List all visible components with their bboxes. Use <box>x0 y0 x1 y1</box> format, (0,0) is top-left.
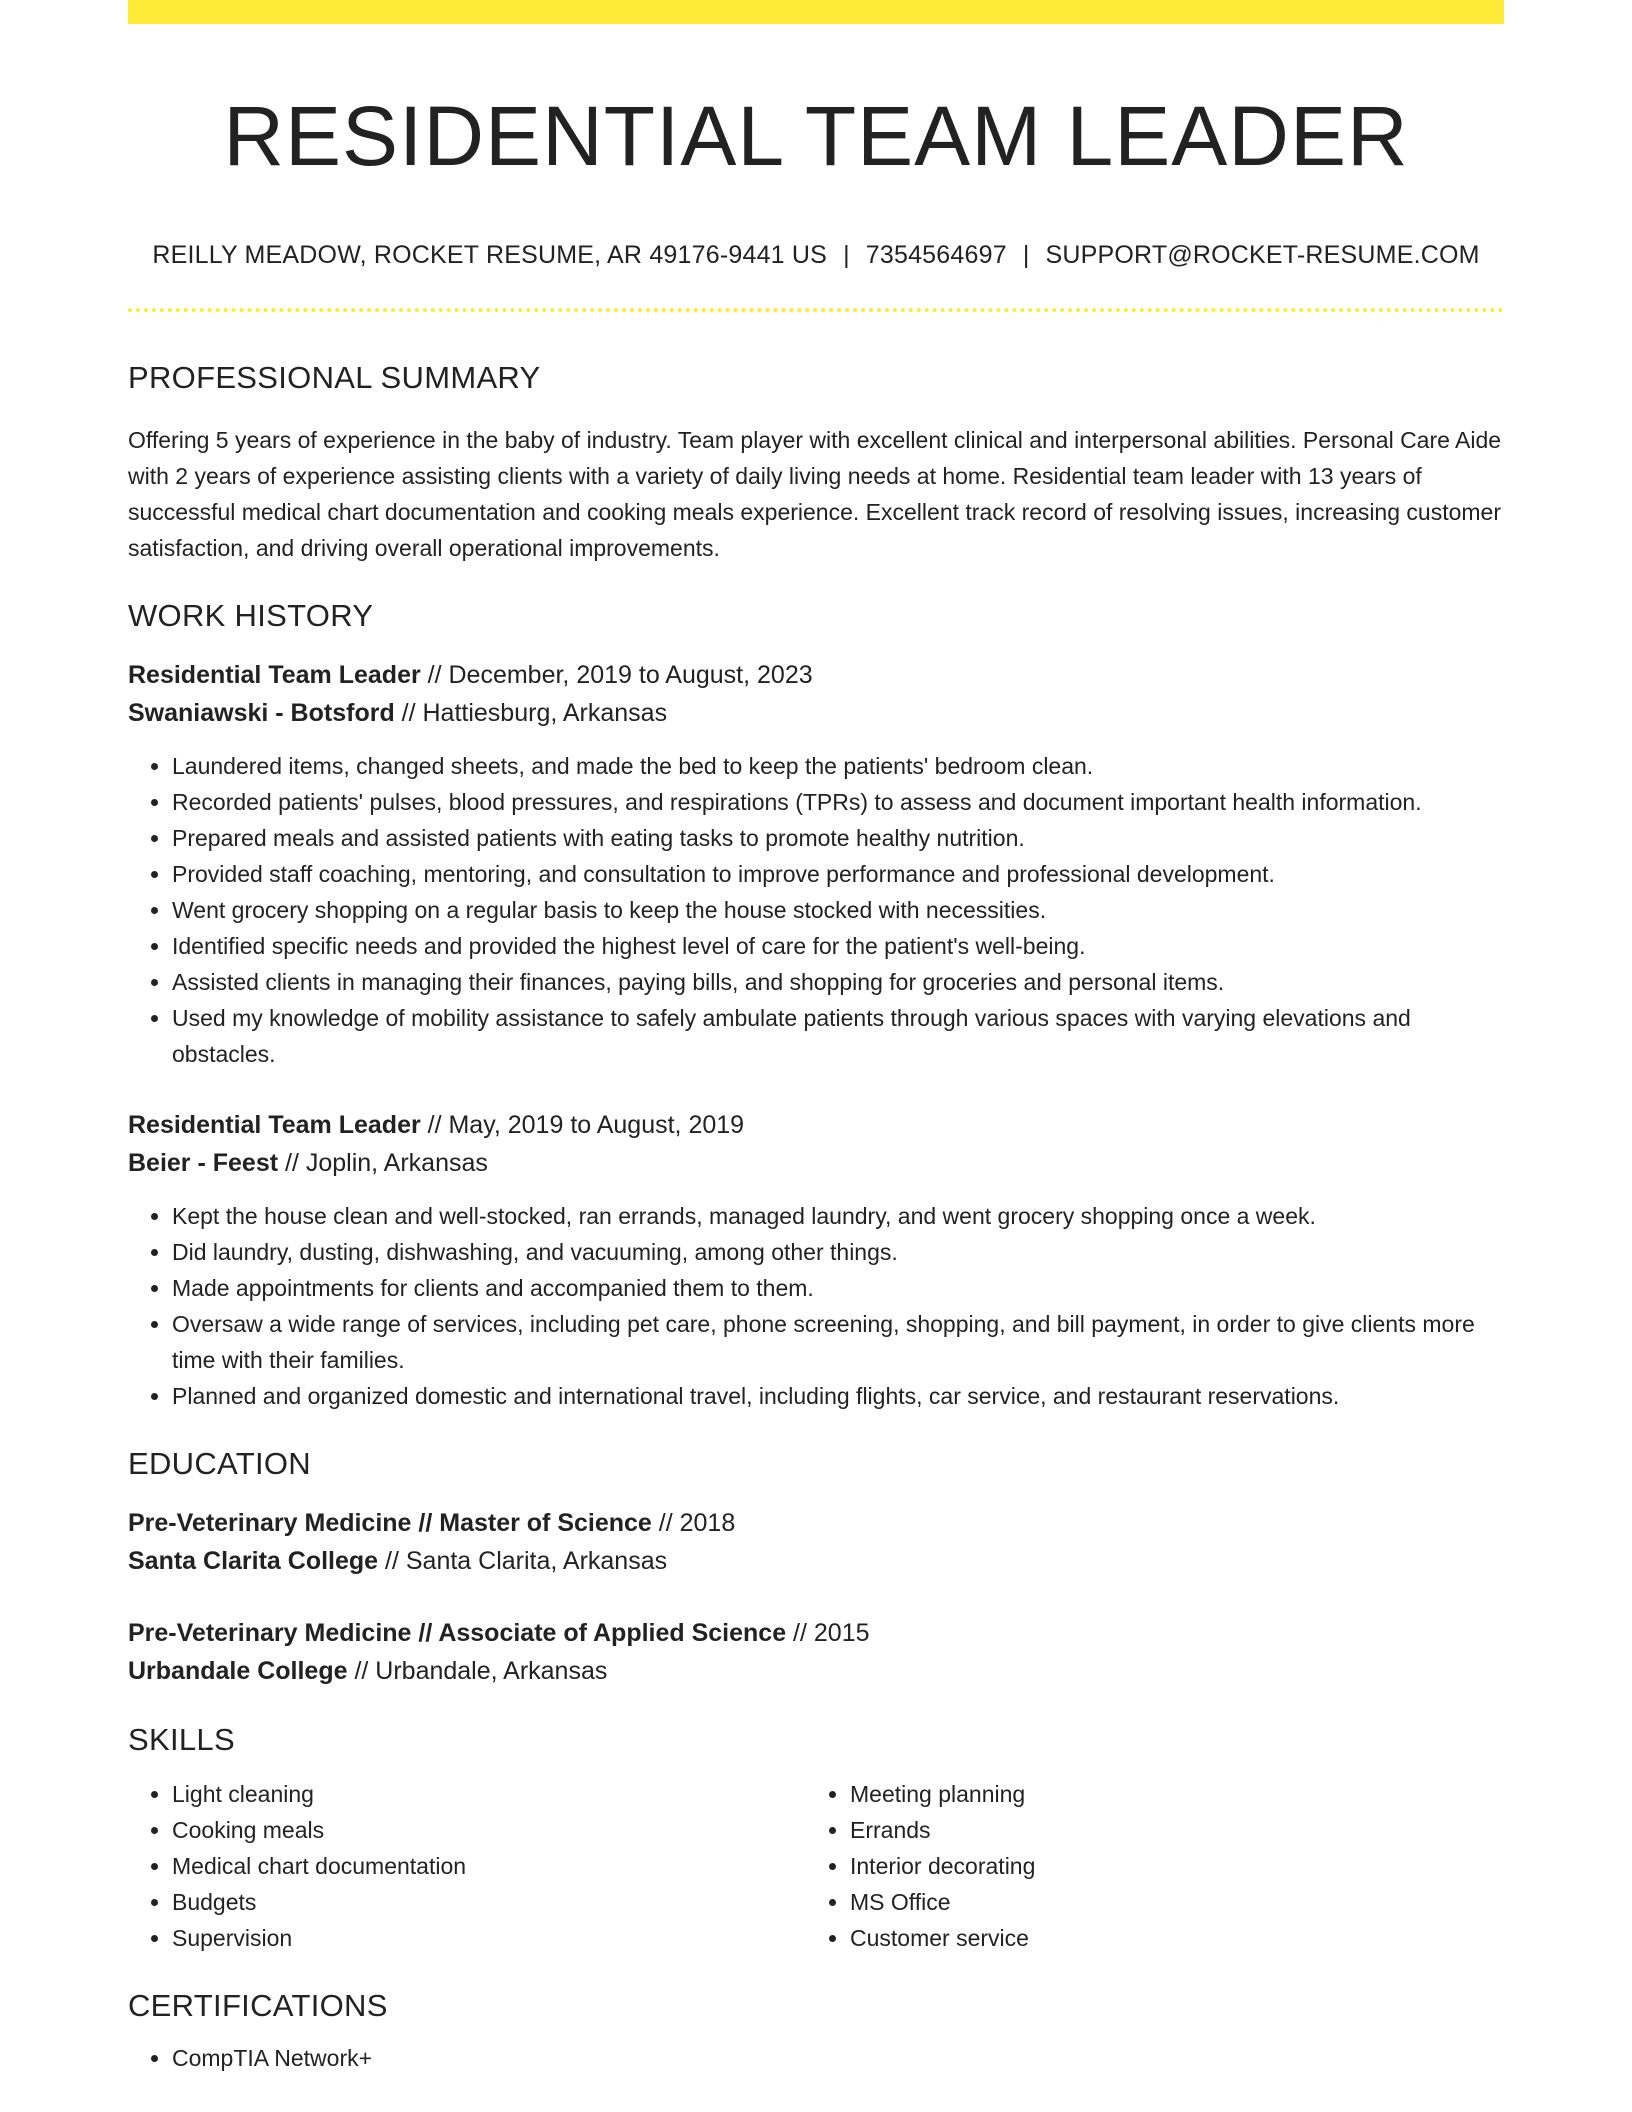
skills-columns <box>128 1776 1504 1956</box>
job-company-line <box>128 694 1504 732</box>
list-item: • Assisted clients in managing their finances, paying bills, and shopping for groceries and personal items. <box>172 964 1504 1000</box>
education-entry <box>128 1504 1504 1580</box>
list-item: • Planned and organized domestic and international travel, including flights, car service, and restaurant reservations. <box>172 1378 1504 1414</box>
list-item: • Used my knowledge of mobility assistance to safely ambulate patients through various spaces with varying elevations and obstacles. <box>172 1000 1504 1072</box>
skills-heading: SKILLS <box>128 1722 235 1757</box>
top-accent-bar <box>128 0 1504 24</box>
list-item: • Made appointments for clients and accompanied them to them. <box>172 1270 1504 1306</box>
job-location: // Joplin, Arkansas <box>278 1149 488 1177</box>
resume-page <box>128 0 1504 2076</box>
job-bullets <box>128 748 1504 1072</box>
list-item: • Went grocery shopping on a regular basis to keep the house stocked with necessities. <box>172 892 1504 928</box>
job-title: Residential Team Leader <box>128 1111 421 1139</box>
list-item: • Supervision <box>172 1920 806 1956</box>
resume-title: RESIDENTIAL TEAM LEADER <box>223 89 1409 183</box>
contact-separator: | <box>1022 241 1030 269</box>
job-title-line <box>128 1106 1504 1144</box>
list-item: • CompTIA Network+ <box>172 2040 1504 2076</box>
job-title-line <box>128 656 1504 694</box>
contact-line <box>128 238 1504 272</box>
contact-email: SUPPORT@ROCKET-RESUME.COM <box>1045 241 1480 269</box>
degree-line <box>128 1504 1504 1542</box>
list-item: • Light cleaning <box>172 1776 806 1812</box>
contact-separator: | <box>843 241 850 269</box>
job-company: Beier - Feest <box>128 1149 279 1177</box>
list-item: • MS Office <box>850 1884 1484 1920</box>
list-item: • Customer service <box>850 1920 1484 1956</box>
summary-text: Offering 5 years of experience in the baby of industry. Team player with excellent clinical and interpersonal abilities. Personal Care Aide with 2 years of experience assisting clients with a variety of daily living needs at home. Residential team leader with 13 years of successful medical chart documentation and cooking meals experience. Excellent track record of resolving issues, increasing customer satisfaction, and driving overall operational improvements. <box>128 427 1502 561</box>
list-item: • Medical chart documentation <box>172 1848 806 1884</box>
certifications-list <box>128 2040 1504 2076</box>
degree: Pre-Veterinary Medicine // Master of Science <box>128 1509 652 1537</box>
degree: Pre-Veterinary Medicine // Associate of Applied Science <box>128 1619 787 1647</box>
job-bullets <box>128 1198 1504 1414</box>
school: Santa Clarita College <box>128 1547 379 1575</box>
job-title: Residential Team Leader <box>128 661 421 689</box>
job-location: // Hattiesburg, Arkansas <box>394 699 668 727</box>
job-dates: // December, 2019 to August, 2023 <box>420 661 813 689</box>
certifications-heading: CERTIFICATIONS <box>128 1988 388 2023</box>
list-item: • Meeting planning <box>850 1776 1484 1812</box>
school-location: // Urbandale, Arkansas <box>347 1657 608 1685</box>
school-location: // Santa Clarita, Arkansas <box>378 1547 668 1575</box>
list-item: • Oversaw a wide range of services, including pet care, phone screening, shopping, and bill payment, in order to give clients more time with their families. <box>172 1306 1504 1378</box>
job-company: Swaniawski - Botsford <box>128 699 395 727</box>
list-item: • Provided staff coaching, mentoring, and consultation to improve performance and professional development. <box>172 856 1504 892</box>
skills-right-column <box>806 1776 1484 1956</box>
degree-year: // 2015 <box>786 1619 870 1647</box>
education-entry <box>128 1614 1504 1690</box>
list-item: • Prepared meals and assisted patients with eating tasks to promote healthy nutrition. <box>172 820 1504 856</box>
job-entry <box>128 656 1504 1072</box>
list-item: • Laundered items, changed sheets, and made the bed to keep the patients' bedroom clean. <box>172 748 1504 784</box>
education-heading: EDUCATION <box>128 1446 311 1481</box>
list-item: • Did laundry, dusting, dishwashing, and vacuuming, among other things. <box>172 1234 1504 1270</box>
list-item: • Errands <box>850 1812 1484 1848</box>
work-history-heading: WORK HISTORY <box>128 598 374 633</box>
degree-line <box>128 1614 1504 1652</box>
header-divider <box>128 308 1504 312</box>
list-item: • Interior decorating <box>850 1848 1484 1884</box>
school-line <box>128 1542 1504 1580</box>
list-item: • Recorded patients' pulses, blood pressures, and respirations (TPRs) to assess and document important health information. <box>172 784 1504 820</box>
list-item: • Budgets <box>172 1884 806 1920</box>
school-line <box>128 1652 1504 1690</box>
list-item: • Identified specific needs and provided the highest level of care for the patient's well-being. <box>172 928 1504 964</box>
summary-heading: PROFESSIONAL SUMMARY <box>128 360 541 395</box>
skills-left-column <box>128 1776 806 1956</box>
list-item: • Cooking meals <box>172 1812 806 1848</box>
job-entry <box>128 1106 1504 1414</box>
contact-address: REILLY MEADOW, ROCKET RESUME, AR 49176-9441 US <box>152 241 828 269</box>
job-dates: // May, 2019 to August, 2019 <box>420 1111 745 1139</box>
degree-year: // 2018 <box>651 1509 736 1537</box>
school: Urbandale College <box>128 1657 348 1685</box>
contact-phone: 7354564697 <box>865 241 1007 269</box>
job-company-line <box>128 1144 1504 1182</box>
list-item: • Kept the house clean and well-stocked, ran errands, managed laundry, and went grocery shopping once a week. <box>172 1198 1504 1234</box>
